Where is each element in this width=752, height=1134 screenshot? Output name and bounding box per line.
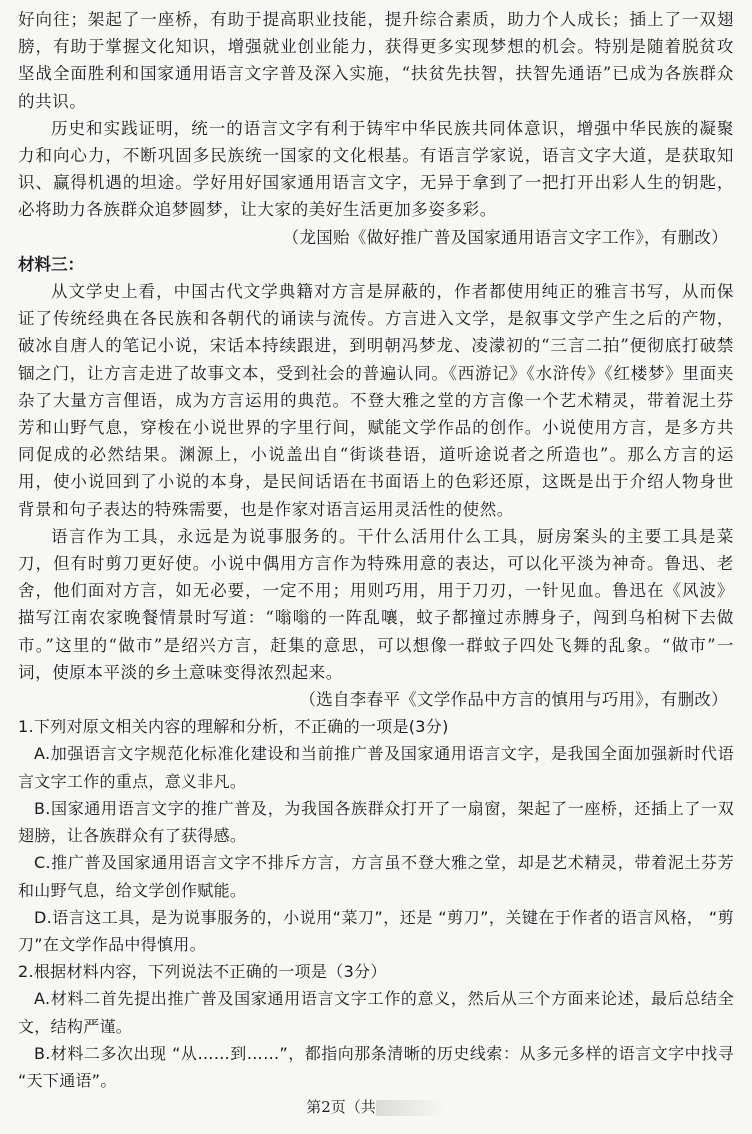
page-footer: [0, 1096, 752, 1117]
smudge-mark: [376, 1100, 446, 1116]
question-option: D.语言这工具，是为说事服务的，小说用“菜刀”，还是 “剪刀”，关键在于作者的语言风格， “剪刀”在文学作品中得慎用。: [18, 907, 734, 954]
question-stem: 1.下列对原文相关内容的理解和分析，不正确的一项是(3分): [18, 717, 449, 737]
paragraph: 历史和实践证明，统一的语言文字有利于铸牢中华民族共同体意识，增强中华民族的凝聚力和向心力，不断巩固多民族统一国家的文化根基。有语言学家说，语言文字大道，是获取知识、赢得机遇的坦途。学好用好国家通用语言文字，无异于拿到了一把打开出彩人生的钥匙，必将助力各族群众追梦圆梦，让大家的美好生活更加多姿多彩。: [18, 118, 734, 220]
question-option: B.材料二多次出现 “从……到……”，都指向那条清晰的历史线索：从多元多样的语言文字中找寻 “天下通语”。: [18, 1043, 734, 1090]
paragraph: 语言作为工具，永远是为说事服务的。干什么活用什么工具，厨房案头的主要工具是菜刀，但有时剪刀更好使。小说中偶用方言作为特殊用意的表达，可以化平淡为神奇。鲁迅、老舍，他们面对方言，如无必要，一定不用；用则巧用，用于刀刃，一针见血。鲁迅在《风波》描写江南农家晚餐情景时写道：“嗡嗡的一阵乱嚷，蚊子都撞过赤膊身子，闯到乌桕树下去做市。”这里的“做市”是绍兴方言，赶集的意思，可以想像一群蚊子四处飞舞的乱象。“做市”一词，使原本平淡的乡土意味变得浓烈起来。: [18, 526, 734, 682]
question-option: C.推广普及国家通用语言文字不排斥方言，方言虽不登大雅之堂，却是艺术精灵，带着泥土芬芳和山野气息，给文学创作赋能。: [18, 853, 734, 900]
question-option: A.材料二首先提出推广普及国家通用语言文字工作的意义，然后从三个方面来论述，最后总结全文，结构严谨。: [18, 989, 734, 1036]
question-option: A.加强语言文字规范化标准化建设和当前推广普及国家通用语言文字，是我国全面加强新时代语言文字工作的重点，意义非凡。: [18, 744, 734, 791]
section-heading: 材料三：: [18, 254, 84, 274]
page-number: 第2页（共: [306, 1098, 376, 1116]
source-citation: （选自李春平《文学作品中方言的慎用与巧用》，有删改）: [299, 690, 728, 710]
question-option: B.国家通用语言文字的推广普及，为我国各族群众打开了一扇窗，架起了一座桥，还插上了一双翅膀，让各族群众有了获得感。: [18, 798, 734, 846]
paragraph: 好向往；架起了一座桥，有助于提高职业技能，提升综合素质，助力个人成长；插上了一双翅膀，有助于掌握文化知识，增强就业创业能力，获得更多实现梦想的机会。特别是随着脱贫攻坚战全面胜利和国家通用语言文字普及深入实施，“扶贫先扶智，扶智先通语”已成为各族群众的共识。: [18, 10, 734, 111]
document-body: [18, 6, 734, 1094]
source-citation: （龙国贻《做好推广普及国家通用语言文字工作》，有删改）: [282, 227, 728, 247]
question-stem: 2.根据材料内容，下列说法不正确的一项是（3分）: [18, 962, 387, 982]
paragraph: 从文学史上看，中国古代文学典籍对方言是屏蔽的，作者都使用纯正的雅言书写，从而保证了传统经典在各民族和各朝代的诵读与流传。方言进入文学，是叙事文学产生之后的产物，破冰自唐人的笔记小说，宋话本持续跟进，到明朝冯梦龙、凌濛初的“三言二拍”便彻底打破禁锢之门，让方言走进了故事文本，受到社会的普遍认同。《西游记》《水浒传》《红楼梦》里面夹杂了大量方言俚语，成为方言运用的典范。不登大雅之堂的方言像一个艺术精灵，带着泥土芬芳和山野气息，穿梭在小说世界的字里行间，赋能文学作品的创作。小说使用方言，是多方共同促成的必然结果。渊源上，小说盖出自“街谈巷语，道听途说者之所造也”。那么方言的运用，使小说回到了小说的本身，是民间话语在书面语上的色彩还原，这既是出于介绍人物身世背景和句子表达的特殊需要，也是作家对语言运用灵活性的使然。: [18, 282, 734, 519]
